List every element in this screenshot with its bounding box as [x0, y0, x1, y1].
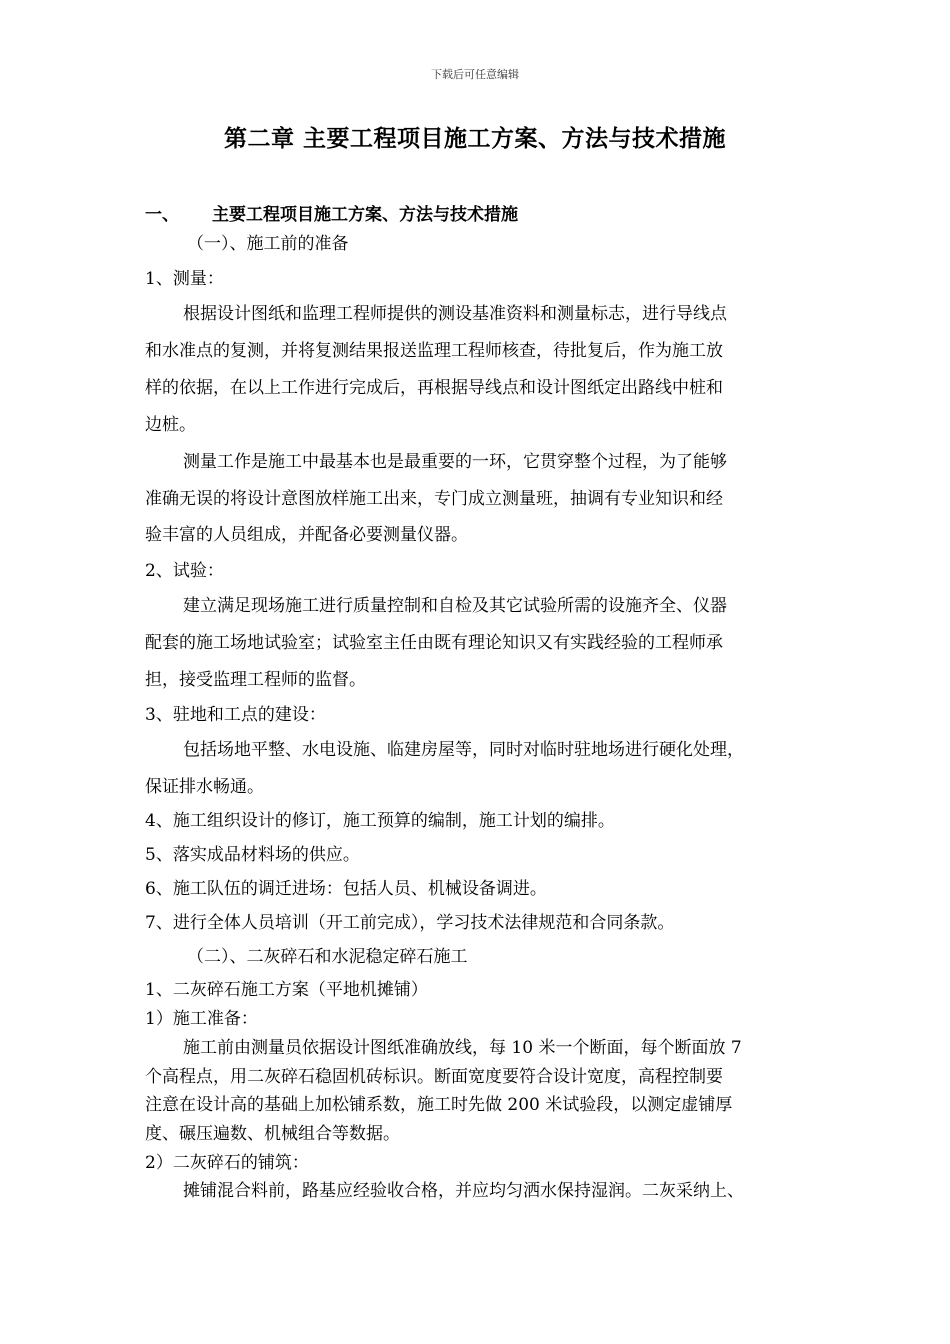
- paragraph-line: 和水准点的复测，并将复测结果报送监理工程师核查，待批复后，作为施工放: [145, 341, 723, 361]
- paragraph-line: 边桩。: [145, 415, 196, 435]
- paragraph-line: 准确无误的将设计意图放样施工出来，专门成立测量班，抽调有专业知识和经: [145, 489, 723, 509]
- paragraph-line: 根据设计图纸和监理工程师提供的测设基准资料和测量标志，进行导线点: [183, 304, 727, 324]
- subsection-heading-1: （一）、施工前的准备: [187, 234, 349, 254]
- item-heading-paving: 2）二灰碎石的铺筑：: [145, 1153, 309, 1173]
- paragraph-line: 度、碾压遍数、机械组合等数据。: [145, 1124, 400, 1144]
- paragraph-line: 包括场地平整、水电设施、临建房屋等，同时对临时驻地场进行硬化处理，: [183, 740, 744, 760]
- paragraph-line: 建立满足现场施工进行质量控制和自检及其它试验所需的设施齐全、仪器: [183, 596, 727, 616]
- section-number: 一、: [145, 205, 179, 225]
- paragraph-line: 个高程点，用二灰碎石稳固机砖标识。断面宽度要符合设计宽度，高程控制要: [145, 1067, 723, 1087]
- paragraph-line: 摊铺混合料前，路基应经验收合格，并应均匀洒水保持湿润。二灰采纳上、: [183, 1181, 744, 1201]
- item-heading-lime-gravel: 1、二灰碎石施工方案（平地机摊铺）: [145, 980, 428, 1000]
- chapter-title: 第二章 主要工程项目施工方案、方法与技术措施: [223, 125, 726, 152]
- item-heading-camp: 3、驻地和工点的建设：: [145, 705, 326, 725]
- paragraph-line: 配套的施工场地试验室；试验室主任由既有理论知识又有实践经验的工程师承: [145, 633, 723, 653]
- paragraph-line: 验丰富的人员组成，并配备必要测量仪器。: [145, 525, 468, 545]
- list-item: 5、落实成品材料场的供应。: [145, 845, 360, 865]
- paragraph-line: 施工前由测量员依据设计图纸准确放线，每 10 米一个断面，每个断面放 7: [183, 1038, 742, 1058]
- subsection-heading-2: （二）、二灰碎石和水泥稳定碎石施工: [187, 947, 468, 967]
- item-heading-testing: 2、试验：: [145, 561, 224, 581]
- paragraph-line: 担，接受监理工程师的监督。: [145, 670, 366, 690]
- list-item: 7、进行全体人员培训（开工前完成），学习技术法律规范和合同条款。: [145, 913, 675, 933]
- paragraph-line: 保证排水畅通。: [145, 777, 264, 797]
- section-title: 主要工程项目施工方案、方法与技术措施: [212, 205, 518, 225]
- list-item: 6、施工队伍的调迁进场：包括人员、机械设备调进。: [145, 879, 547, 899]
- header-note: 下载后可任意编辑: [431, 68, 519, 81]
- paragraph-line: 样的依据，在以上工作进行完成后，再根据导线点和设计图纸定出路线中桩和: [145, 378, 723, 398]
- item-heading-preparation: 1）施工准备：: [145, 1009, 258, 1029]
- list-item: 4、施工组织设计的修订，施工预算的编制，施工计划的编排。: [145, 811, 615, 831]
- paragraph-line: 注意在设计高的基础上加松铺系数，施工时先做 200 米试验段，以测定虚铺厚: [145, 1095, 733, 1115]
- paragraph-line: 测量工作是施工中最基本也是最重要的一环，它贯穿整个过程，为了能够: [183, 452, 727, 472]
- item-heading-survey: 1、测量：: [145, 269, 224, 289]
